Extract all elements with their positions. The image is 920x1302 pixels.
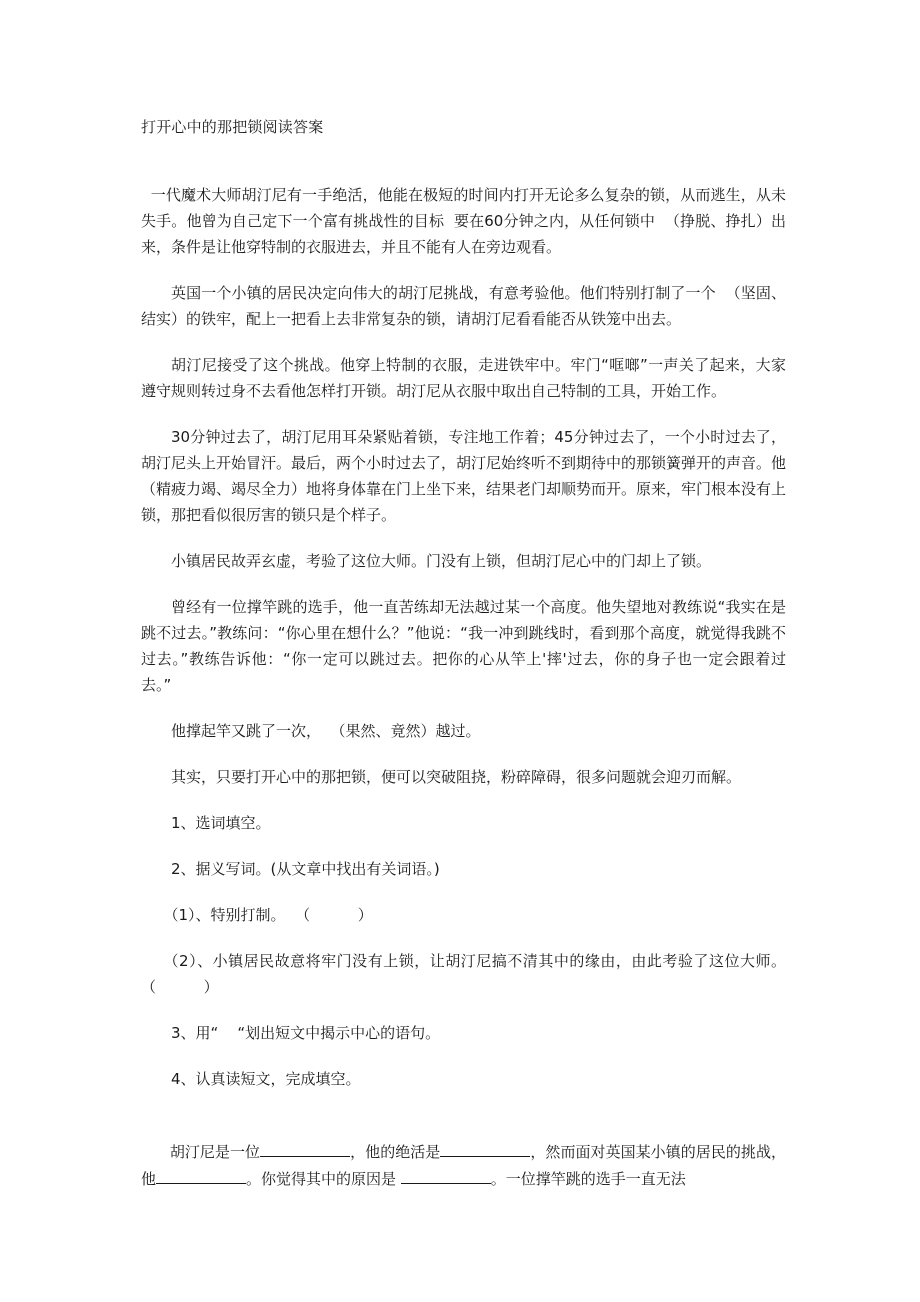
paragraph-5: 小镇居民故弄玄虚，考验了这位大师。门没有上锁，但胡汀尼心中的门却上了锁。 — [171, 552, 712, 570]
answer-blank-1[interactable] — [260, 1138, 350, 1157]
paragraph-8: 其实，只要打开心中的那把锁，便可以突破阻挠，粉碎障碍，很多问题就会迎刃而解。 — [171, 768, 742, 786]
question-2-item-2: （2）、小镇居民故意将牢门没有上锁，让胡汀尼搞不清其中的缘由，由此考验了这位大师。 （ ） — [141, 952, 796, 996]
answer-blank-3[interactable] — [156, 1165, 246, 1184]
paragraph-1: 一代魔术大师胡汀尼有一手绝活，他能在极短的时间内打开无论多么复杂的锁，从而逃生，从未失手。他曾为自己定下一个富有挑战性的目标 要在60分钟之内，从任何锁中 （挣脱、挣扎）出来，条件是让他穿特制的衣服进去，并且不能有人在旁边观看。 — [141, 186, 786, 256]
paragraph-7: 他撑起竿又跳了一次， （果然、竟然）越过。 — [171, 722, 481, 740]
question-1: 1、选词填空。 — [171, 814, 271, 832]
fill-text-c: ，然而面对英国某小镇的居民的挑战，他 — [141, 1143, 786, 1188]
document-body — [141, 182, 796, 1238]
fill-text-b: ，他的绝活是 — [350, 1143, 441, 1161]
question-2: 2、据义写词。(从文章中找出有关词语。) — [171, 860, 440, 878]
fill-text-d: 。你觉得其中的原因是 — [246, 1170, 401, 1188]
fill-in-paragraph — [141, 1112, 786, 1218]
paragraph-4: 30分钟过去了，胡汀尼用耳朵紧贴着锁，专注地工作着；45分钟过去了，一个小时过去了，胡汀尼头上开始冒汗。最后，两个小时过去了，胡汀尼始终听不到期待中的那锁簧弹开的声音。他 （精疲力竭、竭尽全力）地将身体靠在门上坐下来，结果老门却顺势而开。原来，牢门根本没有上锁，那把看似很厉害的锁只是个样子。 — [141, 428, 796, 524]
paragraph-2: 英国一个小镇的居民决定向伟大的胡汀尼挑战，有意考验他。他们特别打制了一个 （坚固、结实）的铁牢，配上一把看上去非常复杂的锁，请胡汀尼看看能否从铁笼中出去。 — [141, 284, 786, 328]
answer-blank-2[interactable] — [440, 1138, 530, 1157]
paragraph-6: 曾经有一位撑竿跳的选手，他一直苦练却无法越过某一个高度。他失望地对教练说“我实在是跳不过去。”教练问：“你心里在想什么？”他说：“我一冲到跳线时，看到那个高度，就觉得我跳不过去。”教练告诉他：“你一定可以跳过去。把你的心从竿上'摔'过去，你的身子也一定会跟着过去。” — [141, 598, 786, 694]
question-3: 3、用“ “划出短文中揭示中心的语句。 — [171, 1024, 441, 1042]
paragraph-3: 胡汀尼接受了这个挑战。他穿上特制的衣服，走进铁牢中。牢门“哐啷”一声关了起来，大家遵守规则转过身不去看他怎样打开锁。胡汀尼从衣服中取出自己特制的工具，开始工作。 — [141, 356, 786, 400]
fill-text-a: 胡汀尼是一位 — [169, 1143, 261, 1161]
document-title: 打开心中的那把锁阅读答案 — [141, 118, 324, 136]
answer-blank-4[interactable] — [401, 1165, 491, 1184]
fill-text-e: 。一位撑竿跳的选手一直无法 — [490, 1170, 686, 1188]
question-2-item-1: （1）、特别打制。 （ ） — [163, 906, 373, 924]
question-4: 4、认真读短文，完成填空。 — [171, 1070, 361, 1088]
